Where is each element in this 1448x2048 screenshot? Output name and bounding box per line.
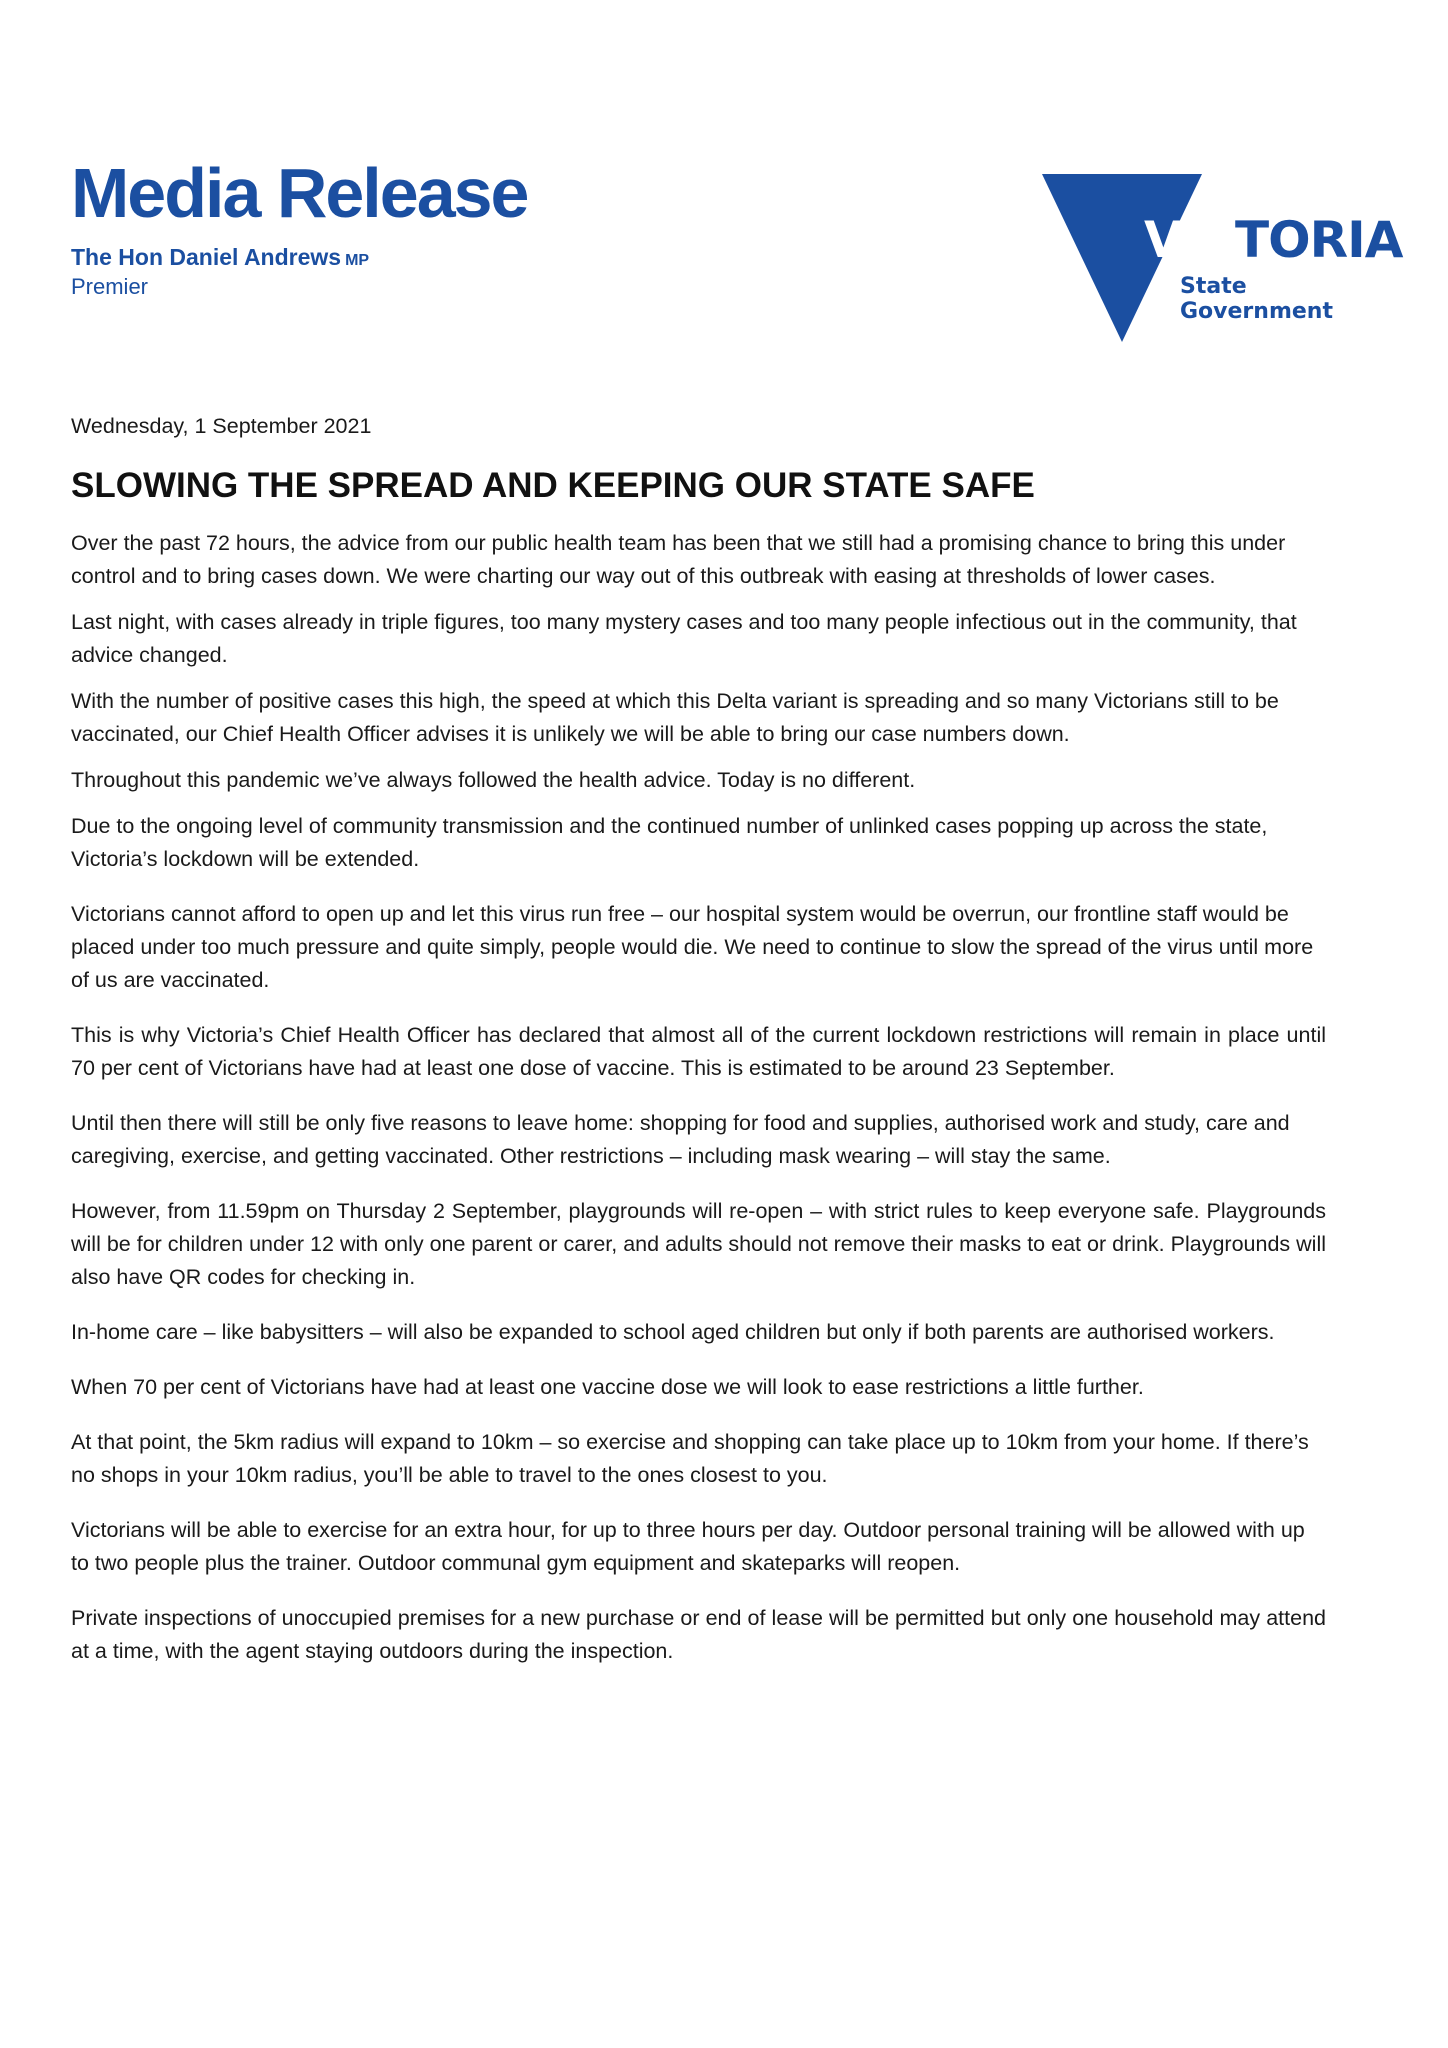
release-headline: SLOWING THE SPREAD AND KEEPING OUR STATE SAFE (71, 466, 1035, 505)
logo-line-state: State (1180, 274, 1247, 299)
paragraph-7: This is why Victoria’s Chief Health Officer has declared that almost all of the current lockdown restrictions will remain in place until 70 per cent of Victorians have had at least one dose of vaccine. This is estimated to be around 23 September. (71, 1023, 1326, 1080)
paragraph-3: With the number of positive cases this high, the speed at which this Delta variant is spreading and so many Victorians still to be vaccinated, our Chief Health Officer advises it is unlikely we will be able to bring our case numbers down. (71, 689, 1279, 746)
paragraph-10: In-home care – like babysitters – will also be expanded to school aged children but only if both parents are authorised workers. (71, 1320, 1275, 1344)
minister-suffix: MP (345, 252, 370, 269)
logo-wordmark (1144, 211, 1403, 269)
paragraph-14: Private inspections of unoccupied premises for a new purchase or end of lease will be permitted but only one household may attend at a time, with the agent staying outdoors during the inspection. (71, 1606, 1326, 1663)
logo-word-text (1144, 211, 1402, 269)
minister-name: The Hon Daniel Andrews (71, 244, 342, 270)
release-body (71, 410, 1326, 1681)
victoria-state-government-logo (1042, 170, 1403, 346)
media-release-header (71, 154, 528, 300)
paragraph-8: Until then there will still be only five reasons to leave home: shopping for food and supplies, authorised work and study, care and caregiving, exercise, and getting vaccinated. Other restrictions – including mask wearing – will stay the same. (71, 1111, 1290, 1168)
paragraph-5: Due to the ongoing level of community transmission and the continued number of unlinked cases popping up across the state, Victoria’s lockdown will be extended. (71, 814, 1268, 871)
paragraph-1: Over the past 72 hours, the advice from our public health team has been that we still had a promising chance to bring this under control and to bring cases down. We were charting our way out of this outbreak with easing at thresholds of lower cases. (71, 531, 1286, 588)
paragraph-4: Throughout this pandemic we’ve always followed the health advice. Today is no different. (71, 768, 916, 792)
logo-subtitle (1180, 274, 1333, 324)
logo-word-part-on-triangle: VIC (1144, 211, 1235, 269)
minister-name-line (71, 244, 527, 274)
paragraph-12: At that point, the 5km radius will expand to 10km – so exercise and shopping can take place up to 10km from your home. If there’s no shops in your 10km radius, you’ll be able to travel to the ones closest to you. (71, 1430, 1309, 1487)
minister-role: Premier (71, 274, 149, 299)
release-date: Wednesday, 1 September 2021 (71, 414, 372, 438)
logo-word-part-right: TORIA (1235, 211, 1403, 269)
media-release-title: Media Release (71, 154, 528, 232)
paragraph-9: However, from 11.59pm on Thursday 2 September, playgrounds will re-open – with strict rules to keep everyone safe. Playgrounds will be for children under 12 with only one parent or carer, and adults should not remove their masks to eat or drink. Playgrounds will also have QR codes for checking in. (71, 1199, 1326, 1289)
paragraph-6: Victorians cannot afford to open up and let this virus run free – our hospital system would be overrun, our frontline staff would be placed under too much pressure and quite simply, people would die. We need to continue to slow the spread of the virus until more of us are vaccinated. (71, 902, 1314, 992)
paragraph-2: Last night, with cases already in triple figures, too many mystery cases and too many people infectious out in the community, that advice changed. (71, 610, 1297, 667)
logo-line-government: Government (1180, 299, 1333, 324)
paragraph-11: When 70 per cent of Victorians have had at least one vaccine dose we will look to ease restrictions a little further. (71, 1375, 1144, 1399)
paragraph-13: Victorians will be able to exercise for an extra hour, for up to three hours per day. Outdoor personal training will be allowed with up to two people plus the trainer. Outdoor communal gym equipment and skateparks will reopen. (71, 1518, 1305, 1575)
